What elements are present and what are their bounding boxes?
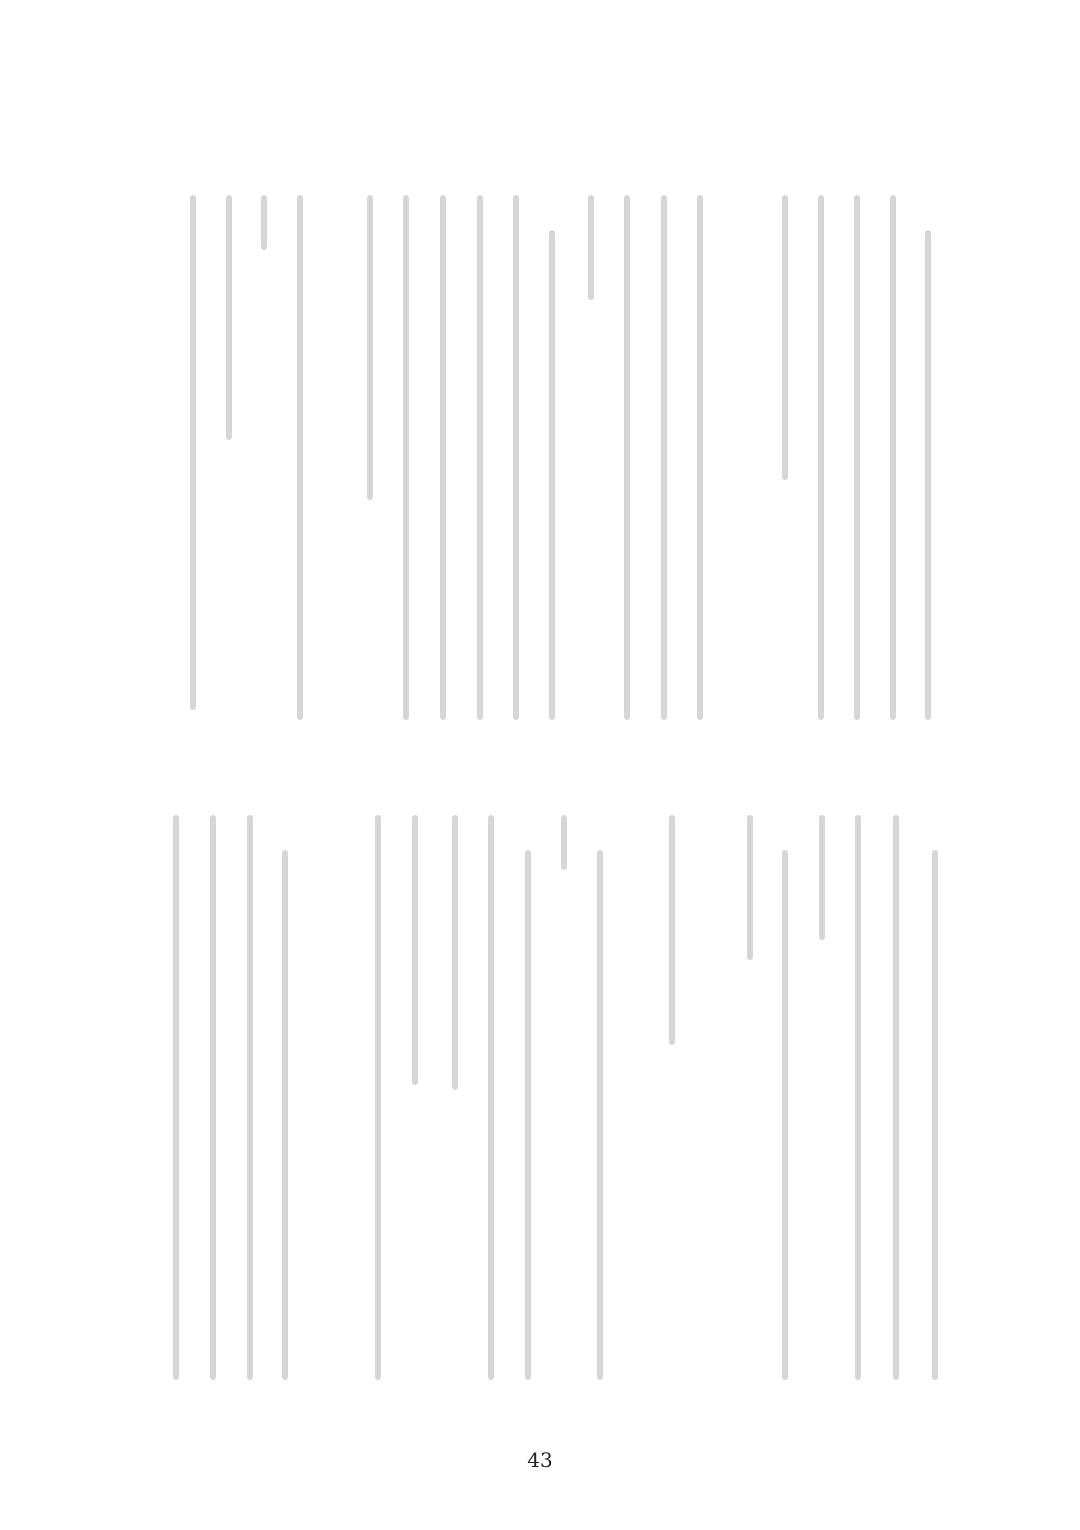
redacted-text-column	[173, 815, 179, 1380]
redacted-text-column	[561, 815, 567, 870]
redacted-text-column	[855, 815, 861, 1380]
redacted-text-column	[210, 815, 216, 1380]
redacted-text-column	[452, 815, 458, 1090]
redacted-text-column	[819, 815, 825, 940]
redacted-text-column	[488, 815, 494, 1380]
redacted-text-column	[782, 850, 788, 1380]
redacted-text-column	[932, 850, 938, 1380]
redacted-text-column	[747, 815, 753, 960]
redacted-text-column	[412, 815, 418, 1085]
redacted-text-column	[597, 850, 603, 1380]
redacted-text-column	[669, 815, 675, 1045]
redacted-text-column	[525, 850, 531, 1380]
redacted-text-column	[375, 815, 381, 1380]
redacted-text-column	[282, 850, 288, 1380]
redacted-text-column	[247, 815, 253, 1380]
page-number: 43	[527, 1448, 553, 1472]
redacted-text-column	[893, 815, 899, 1380]
